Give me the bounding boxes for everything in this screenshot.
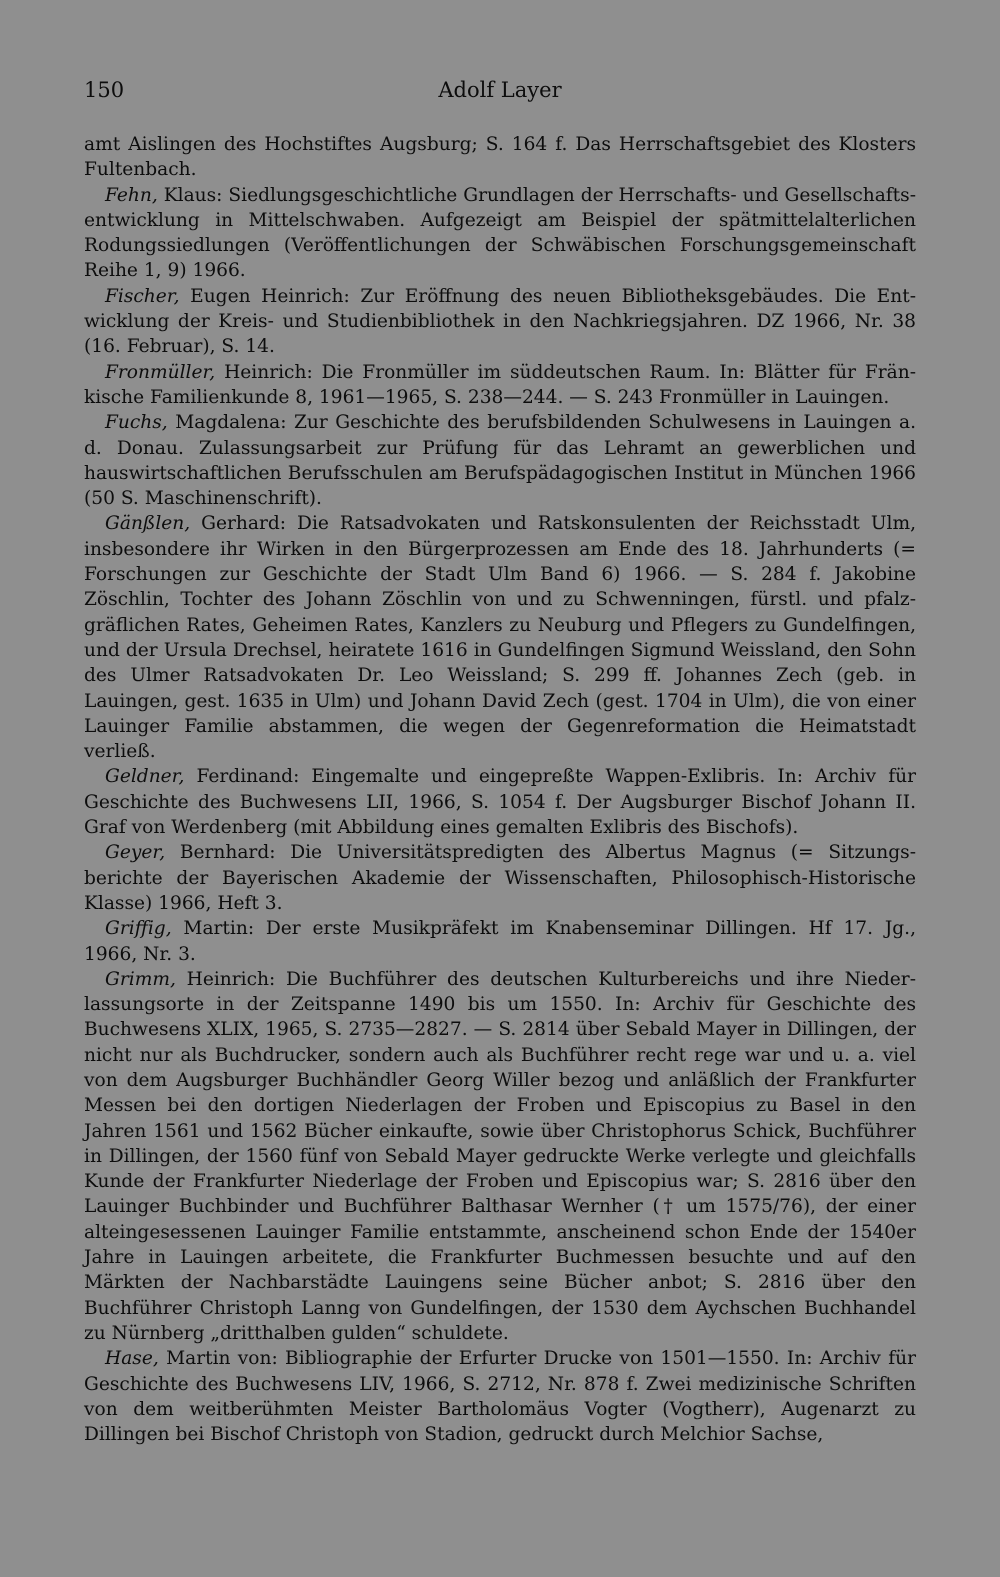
page-number: 150 (84, 78, 125, 102)
entry-author: Geyer, (105, 842, 166, 864)
entry-text: Eugen Heinrich: Zur Eröffnung des neuen Bibliotheksgebäudes. Die Entwicklung der Kreis- und Studienbibliothek in den Nachkriegsjahren. DZ 1966, Nr. 38 (16. Februar), S. 14. (84, 285, 916, 358)
entry-text: Heinrich: Die Fronmüller im süddeutschen Raum. In: Blätter für Fränkische Familienkunde 8, 1961—1965, S. 238—244. — S. 243 Fronmüller in Lauingen. (84, 361, 916, 408)
entry-author: Gänßlen, (105, 513, 191, 535)
bibliography-entry (84, 916, 916, 967)
entry-author: Fronmüller, (105, 361, 216, 383)
entry-text: Heinrich: Die Buchführer des deutschen Kulturbereichs und ihre Niederlassungsorte in der Zeitspanne 1490 bis um 1550. In: Archiv für Geschichte des Buchwesens XLIX, 1965, S. 2735—2827. — S. 2814 über Sebald Mayer in Dillingen, der nicht nur als Buchdrucker, sondern auch als Buchführer recht rege war und u. a. viel von dem Augsburger Buchhändler Georg Willer bezog und anläßlich der Frankfurter Messen bei den dortigen Niederlagen der Froben und Episcopius zu Basel in den Jahren 1561 und 1562 Bücher einkaufte, sowie über Christophorus Schick, Buchführer in Dillingen, der 1560 fünf von Sebald Mayer gedruckte Werke verlegte und gleichfalls Kunde der Frankfurter Niederlage der Froben und Episcopius war; S. 2816 über den Lauinger Buchbinder und Buchführer Balthasar Wernher († um 1575/76), der einer alteingesessenen Lauinger Familie entstammte, anscheinend schon Ende der 1540er Jahre in Lauingen arbeitete, die Frankfurter Buchmessen besuchte und auf den Märkten der Nachbarstädte Lauingens seine Bücher anbot; S. 2816 über den Buchführer Christoph Lanng von Gundelfingen, der 1530 dem Aychschen Buchhandel zu Nürnberg „dritthalben gulden“ schuldete. (84, 968, 916, 1344)
bibliography-entry (84, 764, 916, 840)
bibliography-entry (84, 410, 916, 511)
entry-author: Griffig, (105, 918, 172, 940)
entry-text: Klaus: Siedlungsgeschichtliche Grundlagen der Herrschafts- und Gesellschaftsentwicklung in Mittelschwaben. Aufgezeigt am Beispiel der spätmittelalterlichen Rodungssiedlungen (Veröffentlichungen der Schwäbischen Forschungsgemeinschaft Reihe 1, 9) 1966. (84, 184, 916, 282)
entry-text: Martin: Der erste Musikpräfekt im Knabenseminar Dillingen. Hf 17. Jg., 1966, Nr. 3. (84, 918, 916, 965)
entry-text: amt Aislingen des Hochstiftes Augsburg; S. 164 f. Das Herrschaftsgebiet des Klosters Fultenbach. (84, 134, 916, 181)
bibliography-entry (84, 183, 916, 284)
entry-text: Bernhard: Die Universitätspredigten des Albertus Magnus (= Sitzungsberichte der Bayerischen Akademie der Wissenschaften, Philosophisch-Historische Klasse) 1966, Heft 3. (84, 842, 916, 914)
bibliography-entry (84, 132, 916, 183)
bibliography-entry (84, 967, 916, 1346)
entry-text: Magdalena: Zur Geschichte des berufsbildenden Schulwesens in Lauingen a. d. Donau. Zulassungsarbeit zur Prüfung für das Lehramt an gewerblichen und hauswirtschaftlichen Berufsschulen am Berufspädagogischen Institut in München 1966 (50 S. Maschinenschrift). (84, 412, 916, 510)
entry-text: Gerhard: Die Ratsadvokaten und Ratskonsulenten der Reichsstadt Ulm, insbesondere ihr Wirken in den Bürgerprozessen am Ende des 18. Jahrhunderts (= Forschungen zur Geschichte der Stadt Ulm Band 6) 1966. — S. 284 f. Jakobine Zöschlin, Tochter des Johann Zöschlin von und zu Schwenningen, fürstl. und pfalzgräflichen Rates, Geheimen Rates, Kanzlers zu Neuburg und Pflegers zu Gundelfingen, und der Ursula Drechsel, heiratete 1616 in Gundelfingen Sigmund Weissland, den Sohn des Ulmer Ratsadvokaten Dr. Leo Weissland; S. 299 ff. Johannes Zech (geb. in Lauingen, gest. 1635 in Ulm) und Johann David Zech (gest. 1704 in Ulm), die von einer Lauinger Familie abstammen, die wegen der Gegenreformation die Heimatstadt verließ. (84, 513, 916, 763)
entry-author: Hase, (105, 1348, 159, 1370)
entry-text: Martin von: Bibliographie der Erfurter Drucke von 1501—1550. In: Archiv für Geschichte des Buchwesens LIV, 1966, S. 2712, Nr. 878 f. Zwei medizinische Schriften von dem weitberühmten Meister Bartholomäus Vogter (Vogtherr), Augenarzt zu Dillingen bei Bischof Christoph von Stadion, gedruckt durch Melchior Sachse, (84, 1348, 916, 1446)
entry-author: Geldner, (105, 766, 185, 788)
book-page (84, 78, 916, 1447)
entry-author: Fuchs, (105, 412, 168, 434)
bibliography-list (84, 132, 916, 1447)
entry-author: Fischer, (105, 285, 180, 307)
entry-author: Fehn, (105, 184, 158, 206)
entry-text: Ferdinand: Eingemalte und eingepreßte Wappen-Exlibris. In: Archiv für Geschichte des Buchwesens LII, 1966, S. 1054 f. Der Augsburger Bischof Johann II. Graf von Werdenberg (mit Abbildung eines gemalten Exlibris des Bischofs). (84, 766, 916, 839)
bibliography-entry (84, 360, 916, 411)
bibliography-entry (84, 840, 916, 916)
bibliography-entry (84, 284, 916, 360)
bibliography-entry (84, 1346, 916, 1447)
page-header (84, 78, 916, 112)
bibliography-entry (84, 511, 916, 764)
entry-author: Grimm, (105, 968, 176, 990)
running-head: Adolf Layer (438, 78, 562, 102)
